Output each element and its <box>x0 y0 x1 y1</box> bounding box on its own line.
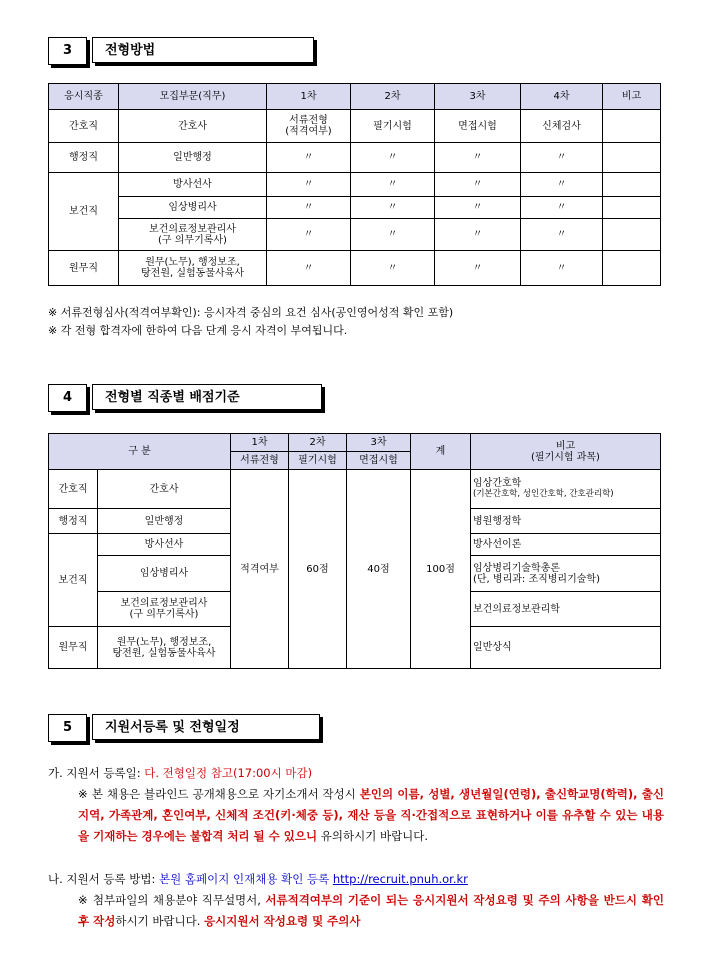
stage-cell: 〃 <box>435 219 521 251</box>
note-cell: 일반상식 <box>471 627 661 669</box>
blind-note-text: ※ 본 채용은 블라인드 공개채용으로 자기소개서 작성시 <box>78 787 360 801</box>
group-cell: 보건직 <box>49 534 98 627</box>
job-cell: 방사선사 <box>119 173 267 197</box>
blind-note-warning: 본인의 이름, 성별, 생년월일(연령), 출신학교명(학력), 출신지역, 가족관계, 혼인여부, 신체적 조건(키·체중 등), 재산 등을 직·간접적으로 표현하거나 이를 유추할 수 있는 내용을 기재하는 경우에는 불합격 처리 될 수 있으니 <box>78 787 664 843</box>
header-cell: 3차 <box>435 84 521 110</box>
header-cell: 면접시험 <box>347 452 411 470</box>
note-cell <box>603 251 661 286</box>
attachment-note-text-2: 하시기 바랍니다. <box>115 914 205 928</box>
job-cell: 보건의료정보관리사 (구 의무기록사) <box>98 592 231 627</box>
job-cell: 원무(노무), 행정보조, 탕전원, 실험동물사육사 <box>119 251 267 286</box>
header-cell: 2차 <box>289 434 347 452</box>
section-4-number: 4 <box>48 384 87 412</box>
stage-cell: 〃 <box>351 143 435 173</box>
group-cell: 간호직 <box>49 110 119 143</box>
table-row <box>49 143 661 173</box>
stage-cell: 〃 <box>435 173 521 197</box>
job-cell: 간호사 <box>98 470 231 509</box>
score-cell: 적격여부 <box>231 470 289 669</box>
job-cell: 원무(노무), 행정보조, 탕전원, 실험동물사육사 <box>98 627 231 669</box>
job-cell: 임상병리사 <box>98 556 231 592</box>
job-cell: 보건의료정보관리사 (구 의무기록사) <box>119 219 267 251</box>
group-cell: 원무직 <box>49 627 98 669</box>
note-cell: 임상병리기술학총론 (단, 병리과: 조직병리기술학) <box>471 556 661 592</box>
group-cell: 보건직 <box>49 173 119 251</box>
job-cell: 간호사 <box>119 110 267 143</box>
stage-cell: 〃 <box>267 143 351 173</box>
stage-cell: 〃 <box>267 173 351 197</box>
stage-cell: 〃 <box>351 219 435 251</box>
stage-cell: 〃 <box>521 219 603 251</box>
header-cell: 필기시험 <box>289 452 347 470</box>
registration-date-line <box>48 763 668 784</box>
stage-cell: 서류전형 (적격여부) <box>267 110 351 143</box>
note-cell: 방사선이론 <box>471 534 661 556</box>
group-cell: 행정직 <box>49 509 98 534</box>
stage-cell: 〃 <box>521 197 603 219</box>
stage-cell: 〃 <box>351 197 435 219</box>
stage-cell: 〃 <box>435 251 521 286</box>
table-row <box>49 197 661 219</box>
stage-cell: 〃 <box>435 197 521 219</box>
table-row <box>49 219 661 251</box>
job-cell: 일반행정 <box>98 509 231 534</box>
note-cell <box>603 173 661 197</box>
registration-method-value: 본원 홈페이지 인재채용 확인 등록 <box>159 872 333 886</box>
header-cell: 모집부문(직무) <box>119 84 267 110</box>
scoring-table <box>48 433 661 669</box>
attachment-note <box>78 890 664 932</box>
section-3-note: ※ 서류전형심사(적격여부확인): 응시자격 중심의 요건 심사(공인영어성적 확인 포함) <box>48 306 454 319</box>
section-3-note: ※ 각 전형 합격자에 한하여 다음 단계 응시 자격이 부여됩니다. <box>48 324 348 337</box>
note-subtext: (기본간호학, 성인간호학, 간호관리학) <box>473 489 614 499</box>
job-cell: 방사선사 <box>98 534 231 556</box>
selection-method-table <box>48 83 661 286</box>
stage-cell: 〃 <box>521 173 603 197</box>
note-text: 임상간호학 <box>473 478 522 489</box>
stage-cell: 〃 <box>267 219 351 251</box>
stage-cell: 〃 <box>351 173 435 197</box>
registration-method-line <box>48 869 668 890</box>
note-cell <box>471 470 661 509</box>
blind-note-text-end: 유의하시기 바랍니다. <box>317 829 429 843</box>
note-cell <box>603 110 661 143</box>
attachment-note-text: ※ 첨부파일의 채용분야 직무설명서, <box>78 893 266 907</box>
note-cell <box>603 143 661 173</box>
stage-cell: 〃 <box>351 251 435 286</box>
recruit-site-link[interactable]: http://recruit.pnuh.or.kr <box>332 872 468 886</box>
attachment-note-warning-2: 응시지원서 작성요령 및 주의사 <box>204 914 361 928</box>
registration-date-label: 가. 지원서 등록일: <box>48 766 145 780</box>
registration-date-value: 다. 전형일정 참고(17:00시 마감) <box>144 766 313 780</box>
stage-cell: 〃 <box>521 251 603 286</box>
attachment-note-warning: 서류적격여부의 기준이 되는 응시지원서 작성요령 및 주의 사항을 반드시 확인 후 작성 <box>78 893 664 928</box>
header-cell: 서류전형 <box>231 452 289 470</box>
section-4-title: 전형별 직종별 배점기준 <box>92 384 322 410</box>
note-cell: 보건의료정보관리학 <box>471 592 661 627</box>
section-5-number: 5 <box>48 714 87 742</box>
header-cell: 응시직종 <box>49 84 119 110</box>
score-cell: 40점 <box>347 470 411 669</box>
stage-cell: 〃 <box>267 251 351 286</box>
stage-cell: 〃 <box>435 143 521 173</box>
header-cell: 1차 <box>231 434 289 452</box>
note-cell <box>603 197 661 219</box>
total-cell: 100점 <box>411 470 471 669</box>
section-3-title: 전형방법 <box>92 37 314 63</box>
header-cell: 비고 <box>603 84 661 110</box>
table-row <box>49 110 661 143</box>
group-cell: 간호직 <box>49 470 98 509</box>
job-cell: 일반행정 <box>119 143 267 173</box>
header-cell: 4차 <box>521 84 603 110</box>
table-row <box>49 251 661 286</box>
note-cell <box>603 219 661 251</box>
section-5-title: 지원서등록 및 전형일정 <box>92 714 320 740</box>
stage-cell: 〃 <box>521 143 603 173</box>
stage-cell: 필기시험 <box>351 110 435 143</box>
registration-method-label: 나. 지원서 등록 방법: <box>48 872 160 886</box>
stage-cell: 신체검사 <box>521 110 603 143</box>
blind-hiring-note <box>78 784 664 847</box>
stage-cell: 면접시험 <box>435 110 521 143</box>
header-gubun: 구 분 <box>49 434 231 470</box>
header-cell: 1차 <box>267 84 351 110</box>
section-3-number: 3 <box>48 37 87 65</box>
score-cell: 60점 <box>289 470 347 669</box>
note-cell: 병원행정학 <box>471 509 661 534</box>
table-row <box>49 173 661 197</box>
job-cell: 임상병리사 <box>119 197 267 219</box>
header-total: 계 <box>411 434 471 470</box>
header-note: 비고 (필기시험 과목) <box>471 434 661 470</box>
table-row <box>49 470 661 509</box>
group-cell: 행정직 <box>49 143 119 173</box>
group-cell: 원무직 <box>49 251 119 286</box>
header-cell: 2차 <box>351 84 435 110</box>
stage-cell: 〃 <box>267 197 351 219</box>
header-cell: 3차 <box>347 434 411 452</box>
